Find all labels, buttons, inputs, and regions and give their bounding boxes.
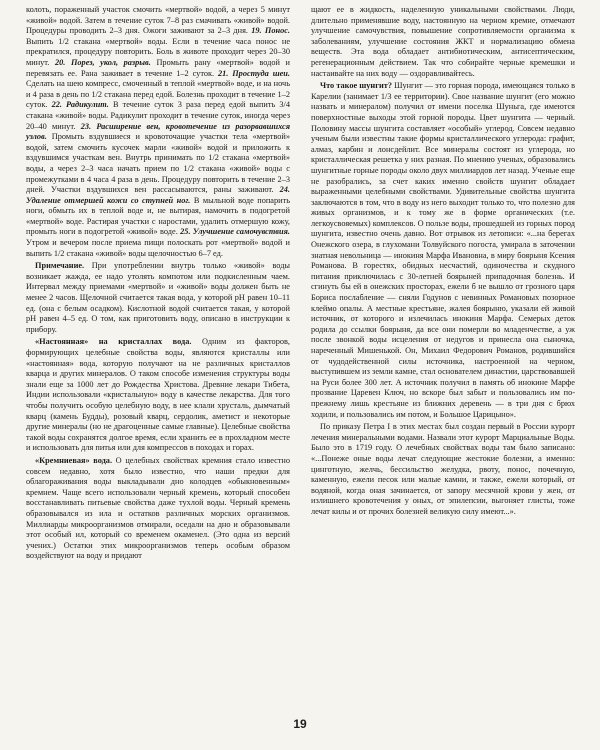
subheading-inline: 19. Понос. [251,26,290,36]
paragraph [26,261,290,335]
paragraph [26,5,290,259]
body-text: В течение суток 3 раза перед едой выпить 3/4 стакана «живой» воды. Радикулит проходит в течение суток, иногда через 20–40 минут. [26,100,290,131]
section-heading-inline: Что такое шунгит? [320,81,392,91]
body-text: О целебных свойствах кремния стало известно совсем недавно, хотя было известно, что наши предки для облагораживания воды выкладывали дно колодцев «обыкновенным» кремнем. Чаще всего использовали черный кремень, который способен восстанавливать питьевые свойства даже тухлой воды. Черный кремень образовывался из ила и остатков различных морских организмов. Миллиарды микроорганизмов отмирали, оседали на дно и образовывали этот особый ил, который со временем окаменел. (Это одна из версий учених.) Остатки этих микроорганизмов теперь особым образом воздействуют на воду и придают [26,455,290,561]
subheading-inline: 25. Улучшение самочувствия. [180,227,290,237]
paragraph [311,5,575,79]
paragraph [26,337,290,454]
body-text: По приказу Петра I в этих местах был создан первый в России курорт лечения минеральными водами. Назвали этот курорт Марциальные Воды. Было это в 1719 году. О лечебных свойствах воды там было записано: «...Понеже оные воды лечат следующие жестокие болезни, а именно: цинготную, желчь, бессильство желудка, рвоту, понос, почечную, каменную, ежели песок или малые камни, и также, ежели который, от водяной, когда оная зачинается, от запору месячной крови у жен, от излишнего кровотечения у оных, от эпилепсии, выгоняет глисты, тоже лечат килы и от прочих болезней великую силу имеют...». [311,422,575,516]
left-column [26,5,290,562]
subheading-inline: 24. Удаление отмершей кожи со ступней ног. [26,185,290,205]
body-text: Шунгит — это горная порода, имеющаяся только в Карелии (занимает 1/3 ее территории). Свое название шунгит (его можно назвать и минералом) получил от имени поселка Шуньга, где имеются поверхностные выходы этой горной породы. Цвет шунгита — черный. Половину массы шунгита составляет «особый» углерод. Совсем недавно ученым были известны такие формы кристаллического углерода: графит, алмаз, карбин и лонсдейлит. Все минералы состоят из углерода, но кристаллическая решетка у них разная. По мнению ученых, образовались шунгитные горные породы около двух миллиардов лет назад. Ученые еще не разобрались, за счет каких именно свойств шунгит обладает выраженными целебными свойствами. Удивительные свойства шунгита заключаются в том, что в воду из него выходит только то, что полезно для живых организмов, и к тому же в форме органических (т.е. легкоусвояемых) комплексов. О пользе воды, прошедшей из горных пород шунгита, известно очень давно. Вот отрывок из летописи: «...на берегах Онежского озера, в глухомани Толвуйского погоста, умирала в заточении знатная невольница — инокиня Марфа Ивановна, в миру боярыня Ксения Романова. В горестях, обидных несчастий, одиночества и скудного питания приключилась с 30-летней боярыней припадочная болезнь. И сгинуть бы ей в онежских просторах, ежели б не вышло от грозного царя Бориса послабление — сняли Годунов с невинных Романовых позорное клеймо опалы. А местные крестьяне, жалея боярыню, указали ей живой источник, от которого и излечилась инокиня Марфа. Семерых деток родила до ссылки боярыня, да все они померли во младенчестве, а уж после звонкой воды исцеления от недугов и принесла она сыночка, нареченный Мишенькой. Он, Михаил Федорович Романов, родившийся от чудодейственной силы источника, настроенной на черном, выступившем из земли камне, стал основателем династии, царствовавшей на Руси более 300 лет. А источник получил в память об инокине Марфе прозвание Царевен Ключ, но вскоре был забыт и пользовались им по-прежнему лишь крестьяне из ближних деревень — в три дня с брюх ходили, и пользовались им потом, и Большое Царицыно». [311,81,575,419]
subheading-inline: 20. Порез, укол, разрыв. [54,57,151,67]
body-text: щают ее в жидкость, наделенную уникальными свойствами. Люди, длительно применявшие воду, настоянную на черном кремне, отмечают улучшение самочувствия, повышение сопротивляемости организма к заболеваниям, улучшение состояния ЖКТ и нормализацию обмена веществ. Эта вода обладает антибиотическим, антисептическим, регенерационным действием. Так что собирайте черные кремешки и настаивайте на них воду — оздоравливайтесь. [311,5,575,78]
subheading-inline: 23. Расширение вен, кровотечение из разорвавшихся узлов. [26,121,290,142]
paragraph [311,422,575,517]
body-text: Утром и вечером после приема пищи полоскать рот «мертвой» водой и выпить 1/2 стакана «живой» воды щелочностью 6–7 ед. [26,238,290,258]
body-text: Промыть вздувшиеся и кровоточащие участки тела «мертвой» водой, затем смочить кусочек марли «живой» водой и приложить к вздувшимся участкам вен. Внутрь принимать по 1/2 стакана «мертвой» воды, а через 2–3 часа начать прием по 1/2 стакана «живой» воды с промежутками в 4 часа 4 раза в день. Процедуру повторить в течение 2–3 дней. Участки вздувшихся вен рассасываются, раны заживают. [26,132,290,195]
body-text: Одним из факторов, формирующих целебные свойства воды, являются кристаллы или «настоянная» вода, которую получают на не различных кристаллов кварца и других минералов. О таком способе изменения структуры воды знали еще за 1000 лет до Рождества Христова. Древние лекари Тибета, Индии использовали «кристальную» воду в качестве лекарства. Для того чтобы получить особую целебную воду, в нее клали хрусталь, дымчатый кварц (камень Будды), розовый кварц, сердолик, аметист и некоторые другие минералы (но не драгоценные самые главные). Целебные свойства такой воды сохранятся долгое время, если хранить ее в прохладном месте и использовать для питья или для компрессов в походах и горах. [26,337,290,453]
body-text: В мыльной воде попарить ноги, обмыть их в теплой воде и, не вытирая, намочить в подогретой «мертвой» воде. Растирая участки с наростами, удалить отмершую кожу, промыть ноги в подогретой «живой» воде. [26,195,290,237]
section-heading-inline: «Настоянная» на кристаллах вода. [35,337,192,347]
body-text: Промыть рану «мертвой» водой и перевязать ее. Рана заживает в течение 1–2 суток. [26,57,290,78]
section-heading-inline: «Кремниевая» вода. [35,455,113,465]
subheading-inline: 22. Радикулит. [51,100,109,110]
body-text: Выпить 1/2 стакана «мертвой» воды. Если в течение часа понос не прекратился, процедуру повторить. Боль в животе проходит через 20–30 минут. [26,36,290,67]
page-number: 19 [293,717,307,731]
subheading-inline: 21. Простуда шеи. [217,68,290,78]
paragraph [26,456,290,562]
paragraph [311,81,575,420]
body-text: колоть, пораженный участок смочить «мертвой» водой, а через 5 минут «живой» водой. Затем в течение суток 7–8 раз смачивать «живой» водой. Процедуры проводить 2–3 дня. Ожоги заживают за 2–3 дня. [26,5,290,36]
section-heading-inline: Примечание. [35,261,85,271]
body-text: Сделать на шею компресс, смоченный в теплой «мертвой» воде, и на ночь и 4 раза в день по 1/2 стакана перед едой. Болезнь проходит в течение 1–2 суток. [26,79,290,110]
right-column [311,5,575,518]
body-text: При употреблении внутрь только «живой» воды возникает жажда, ее надо утолять компотом или подкисленным чаем. Интервал между приемами «мертвой» и «живой» воды должен быть не менее 2 часов. Щелочной считается такая вода, у которой pH равен 10–11 ед. (она с белым осадком). Кислотной водой считается такая, у которой pH равен 4–5 ед. О том, как приготовить воду, описано в инструкции к прибору. [26,261,290,334]
